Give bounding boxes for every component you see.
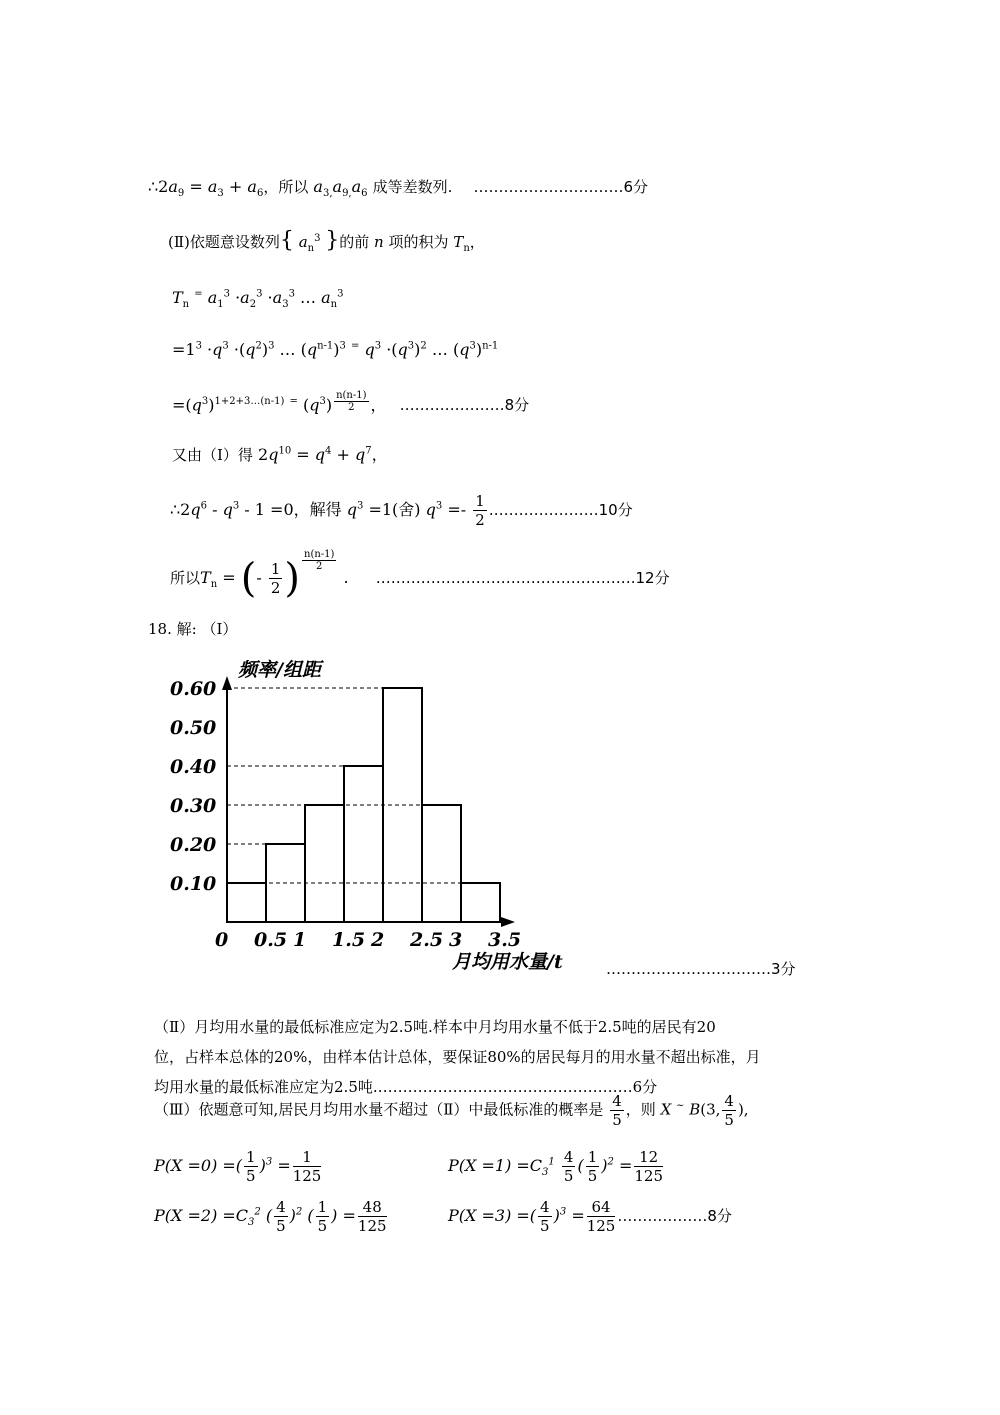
part2-paragraph (154, 1012, 874, 1102)
y-axis-arrow (222, 676, 232, 690)
front-text: 的前 (339, 233, 370, 251)
solution-line-part2-intro: (Ⅱ)依题意设数列{ $a_n^3$ }的前 n 项的积为 $T_n$， (168, 228, 485, 254)
frac-numerator: 1 (270, 560, 281, 578)
so-text: ，所以 (263, 178, 309, 196)
num: 64 (587, 1198, 616, 1217)
from-part1-text: 又由（Ⅰ）得 (172, 446, 253, 464)
x-tick-label: 1.5 (332, 929, 366, 951)
x-tick-label: 3.5 (488, 929, 522, 951)
solution-line-power-expansion: $=1^3 \cdot q^3 \cdot(q^2)^3$ … $(q^{n-1})^3$ = $q^3 \cdot(q^3)^2$ … $(q^3)^{n-1}$ (172, 340, 499, 359)
equals: = (172, 340, 186, 359)
part3-intro-text: （Ⅲ）依题意可知,居民月均用水量不超过（Ⅱ）中最低标准的概率是 (154, 1100, 604, 1119)
y-axis-label: 频率/组距 (238, 659, 321, 681)
prob-label: P(X =0) =( (154, 1156, 243, 1175)
exponent: 2 (295, 1206, 303, 1218)
equals: = (189, 177, 203, 196)
exponent: 2 (607, 1156, 614, 1168)
random-variable: X (660, 1100, 672, 1119)
x-tick-label: 0 (215, 929, 229, 951)
exponent: 3 (559, 1206, 567, 1218)
equals: = (571, 1206, 585, 1225)
arith-seq-text: 成等差数列. (372, 178, 453, 196)
plus: + (336, 445, 350, 464)
binomial-symbol: B (689, 1100, 701, 1119)
x-tick-label: 0.5 (254, 929, 288, 951)
histogram-bar (461, 883, 500, 922)
binomial-p-num: 4 (724, 1092, 734, 1110)
y-tick-label: 0.60 (170, 678, 217, 700)
y-tick-label: 0.40 (170, 756, 217, 778)
equals: = (351, 340, 360, 352)
x-tick-label: 3 (449, 929, 463, 951)
score-marker-10: .…………………10分 (488, 501, 633, 519)
score-marker-3: ……………………………3分 (606, 960, 796, 978)
frac-numerator: 1 (475, 492, 485, 510)
part2-line-3: 均用水量的最低标准应定为2.5吨.……………………………………………6分 (154, 1078, 658, 1096)
prob-denominator: 5 (612, 1111, 622, 1129)
x-axis-label: 月均用水量/t (452, 951, 563, 973)
score-marker-6: …………………………6分 (473, 178, 649, 196)
prob-numerator: 4 (612, 1092, 622, 1110)
so-text: 所以 (170, 569, 201, 587)
num: 12 (634, 1148, 663, 1167)
frac-denominator: 2 (270, 579, 281, 597)
solution-line-Tn-result: 所以$T_n$ = (- $\frac{1}{2}$ ) $^{\frac{n(n-1)}{2}}$ . …………………………………………….12分 (170, 548, 670, 602)
then-text: ，则 (625, 1100, 656, 1119)
equals: = (618, 1156, 633, 1175)
num: 1 (293, 1148, 322, 1167)
exponent: 3 (265, 1156, 273, 1168)
equals: = (289, 396, 298, 407)
intro-text: (Ⅱ)依题意设数列 (168, 233, 280, 251)
solution-line-from-part1: 又由（Ⅰ）得 $2q^{10} = q^4 + q^7$， (172, 445, 388, 464)
part2-line-2: 位，占样本总体的20%，由样本估计总体，要保证80%的居民每月的用水量不超出标准，月 (154, 1048, 761, 1066)
equals: = (222, 568, 236, 587)
equals: = (172, 395, 186, 415)
minus: - (256, 568, 262, 587)
y-tick-label: 0.50 (170, 717, 217, 739)
num: 4 (540, 1198, 550, 1216)
den: 5 (540, 1217, 550, 1235)
den: 5 (276, 1217, 286, 1235)
equals: = (277, 1156, 291, 1175)
comb-sub: 3 (248, 1217, 255, 1229)
comb-sup: 1 (548, 1156, 555, 1168)
y-tick-labels (170, 678, 216, 895)
y-tick-label: 0.10 (170, 873, 217, 895)
prob-x2: $P(X =2) =C_3^2$ ( $\frac{4}{5}$ )$^2$ ( $\frac{1}{5}$ ) = $\frac{48}{125}$ (154, 1198, 387, 1235)
x-tick-label: 2.5 (410, 929, 444, 951)
period: . (343, 568, 349, 587)
histogram-bar (227, 883, 266, 922)
product-text: 项的积为 (388, 233, 449, 251)
score-marker-8b: ………………8分 (617, 1207, 732, 1225)
den: 5 (246, 1167, 256, 1185)
prob-x0: P(X =0) =( $\frac{1}{5}$ )$^3$ = $\frac{1}{125}$ (154, 1148, 322, 1185)
tilde: ~ (676, 1100, 685, 1112)
solution-line-Tn-def: $T_n$ = $a_1^3 \cdot a_2^3 \cdot a_3^3$ … $a_n^3$ (172, 288, 344, 311)
den: 5 (317, 1217, 328, 1235)
solution-line-exponent-sum: $=(q^3)^{1+2+3\dots(n-1)}$ = $(q^3)$ $^{\frac{n(n-1)}{2}}$ ， …………………8分 (172, 390, 530, 415)
num: 4 (563, 1148, 574, 1166)
num: 4 (276, 1198, 286, 1216)
num: 48 (358, 1198, 387, 1217)
equals-minus: =- (447, 500, 467, 519)
histogram-bar (344, 766, 383, 922)
question-18-heading: 18. 解: （Ⅰ） (148, 620, 238, 638)
comma: ， (371, 445, 388, 464)
num: 1 (587, 1148, 598, 1166)
solution-line-arith-seq: $\therefore 2a_9 = a_3 + a_6$，所以 $a_{3,}a_{9,}a_6$ 成等差数列. …………………………6分 (148, 177, 649, 200)
x-axis-arrow (501, 917, 515, 927)
comb-sup: 2 (254, 1206, 261, 1218)
histogram-bar (305, 805, 344, 922)
prob-x3: P(X =3) =( $\frac{4}{5}$ )$^3$ = $\frac{64}{125}$ ………………8分 (448, 1198, 732, 1235)
therefore-symbol: ∴2 (170, 500, 191, 519)
x-tick-labels (215, 929, 521, 951)
y-tick-label: 0.30 (170, 795, 217, 817)
y-tick-label: 0.20 (170, 834, 217, 856)
histogram-bar (422, 805, 461, 922)
comma: ， (370, 395, 387, 415)
equals: = (296, 445, 310, 464)
frac-denominator: 2 (475, 511, 485, 529)
equals: = (194, 288, 203, 300)
x-tick-label: 2 (371, 929, 385, 951)
therefore-symbol: ∴2 (148, 177, 169, 196)
binomial-open: (3, (700, 1100, 721, 1119)
n-symbol: n (374, 233, 384, 251)
prob-x1: $P(X =1) =C_3^1$ $\frac{4}{5}$ ( $\frac{1}{5}$ )$^2$ = $\frac{12}{125}$ (448, 1148, 663, 1185)
den: 125 (586, 1217, 616, 1235)
solution-line-solve-q3: $\therefore 2q^6 - q^3 - 1 =0$，解得 $q^3 =1$(舍) $q^3$ =- $\frac{1}{2}$ .…………………10分 (170, 492, 633, 529)
den: 5 (563, 1167, 574, 1185)
den: 125 (634, 1167, 663, 1185)
part2-line-1: （Ⅱ）月均用水量的最低标准应定为2.5吨.样本中月均用水量不低于2.5吨的居民有20 (154, 1018, 716, 1036)
part3-intro (154, 1092, 749, 1129)
score-marker-8: …………………8分 (399, 396, 530, 415)
binomial-p-den: 5 (724, 1111, 734, 1129)
binomial-close: ), (737, 1100, 749, 1119)
plus: + (228, 177, 243, 196)
rejected-root: =1(舍) (368, 500, 421, 519)
equals: = (342, 1206, 356, 1225)
den: 125 (292, 1167, 322, 1185)
comb-sub: 3 (542, 1167, 549, 1179)
num: 1 (317, 1198, 328, 1216)
score-marker-12: …………………………………………….12分 (375, 569, 670, 587)
den: 5 (587, 1167, 598, 1185)
equation-text: - 1 =0，解得 (244, 500, 342, 519)
num: 1 (246, 1148, 256, 1166)
histogram-chart (160, 650, 600, 980)
prob-label: P(X =1) =C (448, 1156, 543, 1175)
x-tick-label: 1 (293, 929, 307, 951)
prob-label: P(X =2) =C (154, 1206, 249, 1225)
den: 125 (357, 1217, 387, 1235)
prob-label: P(X =3) =( (448, 1206, 537, 1225)
comma: ， (469, 233, 485, 251)
minus: - (212, 500, 218, 519)
